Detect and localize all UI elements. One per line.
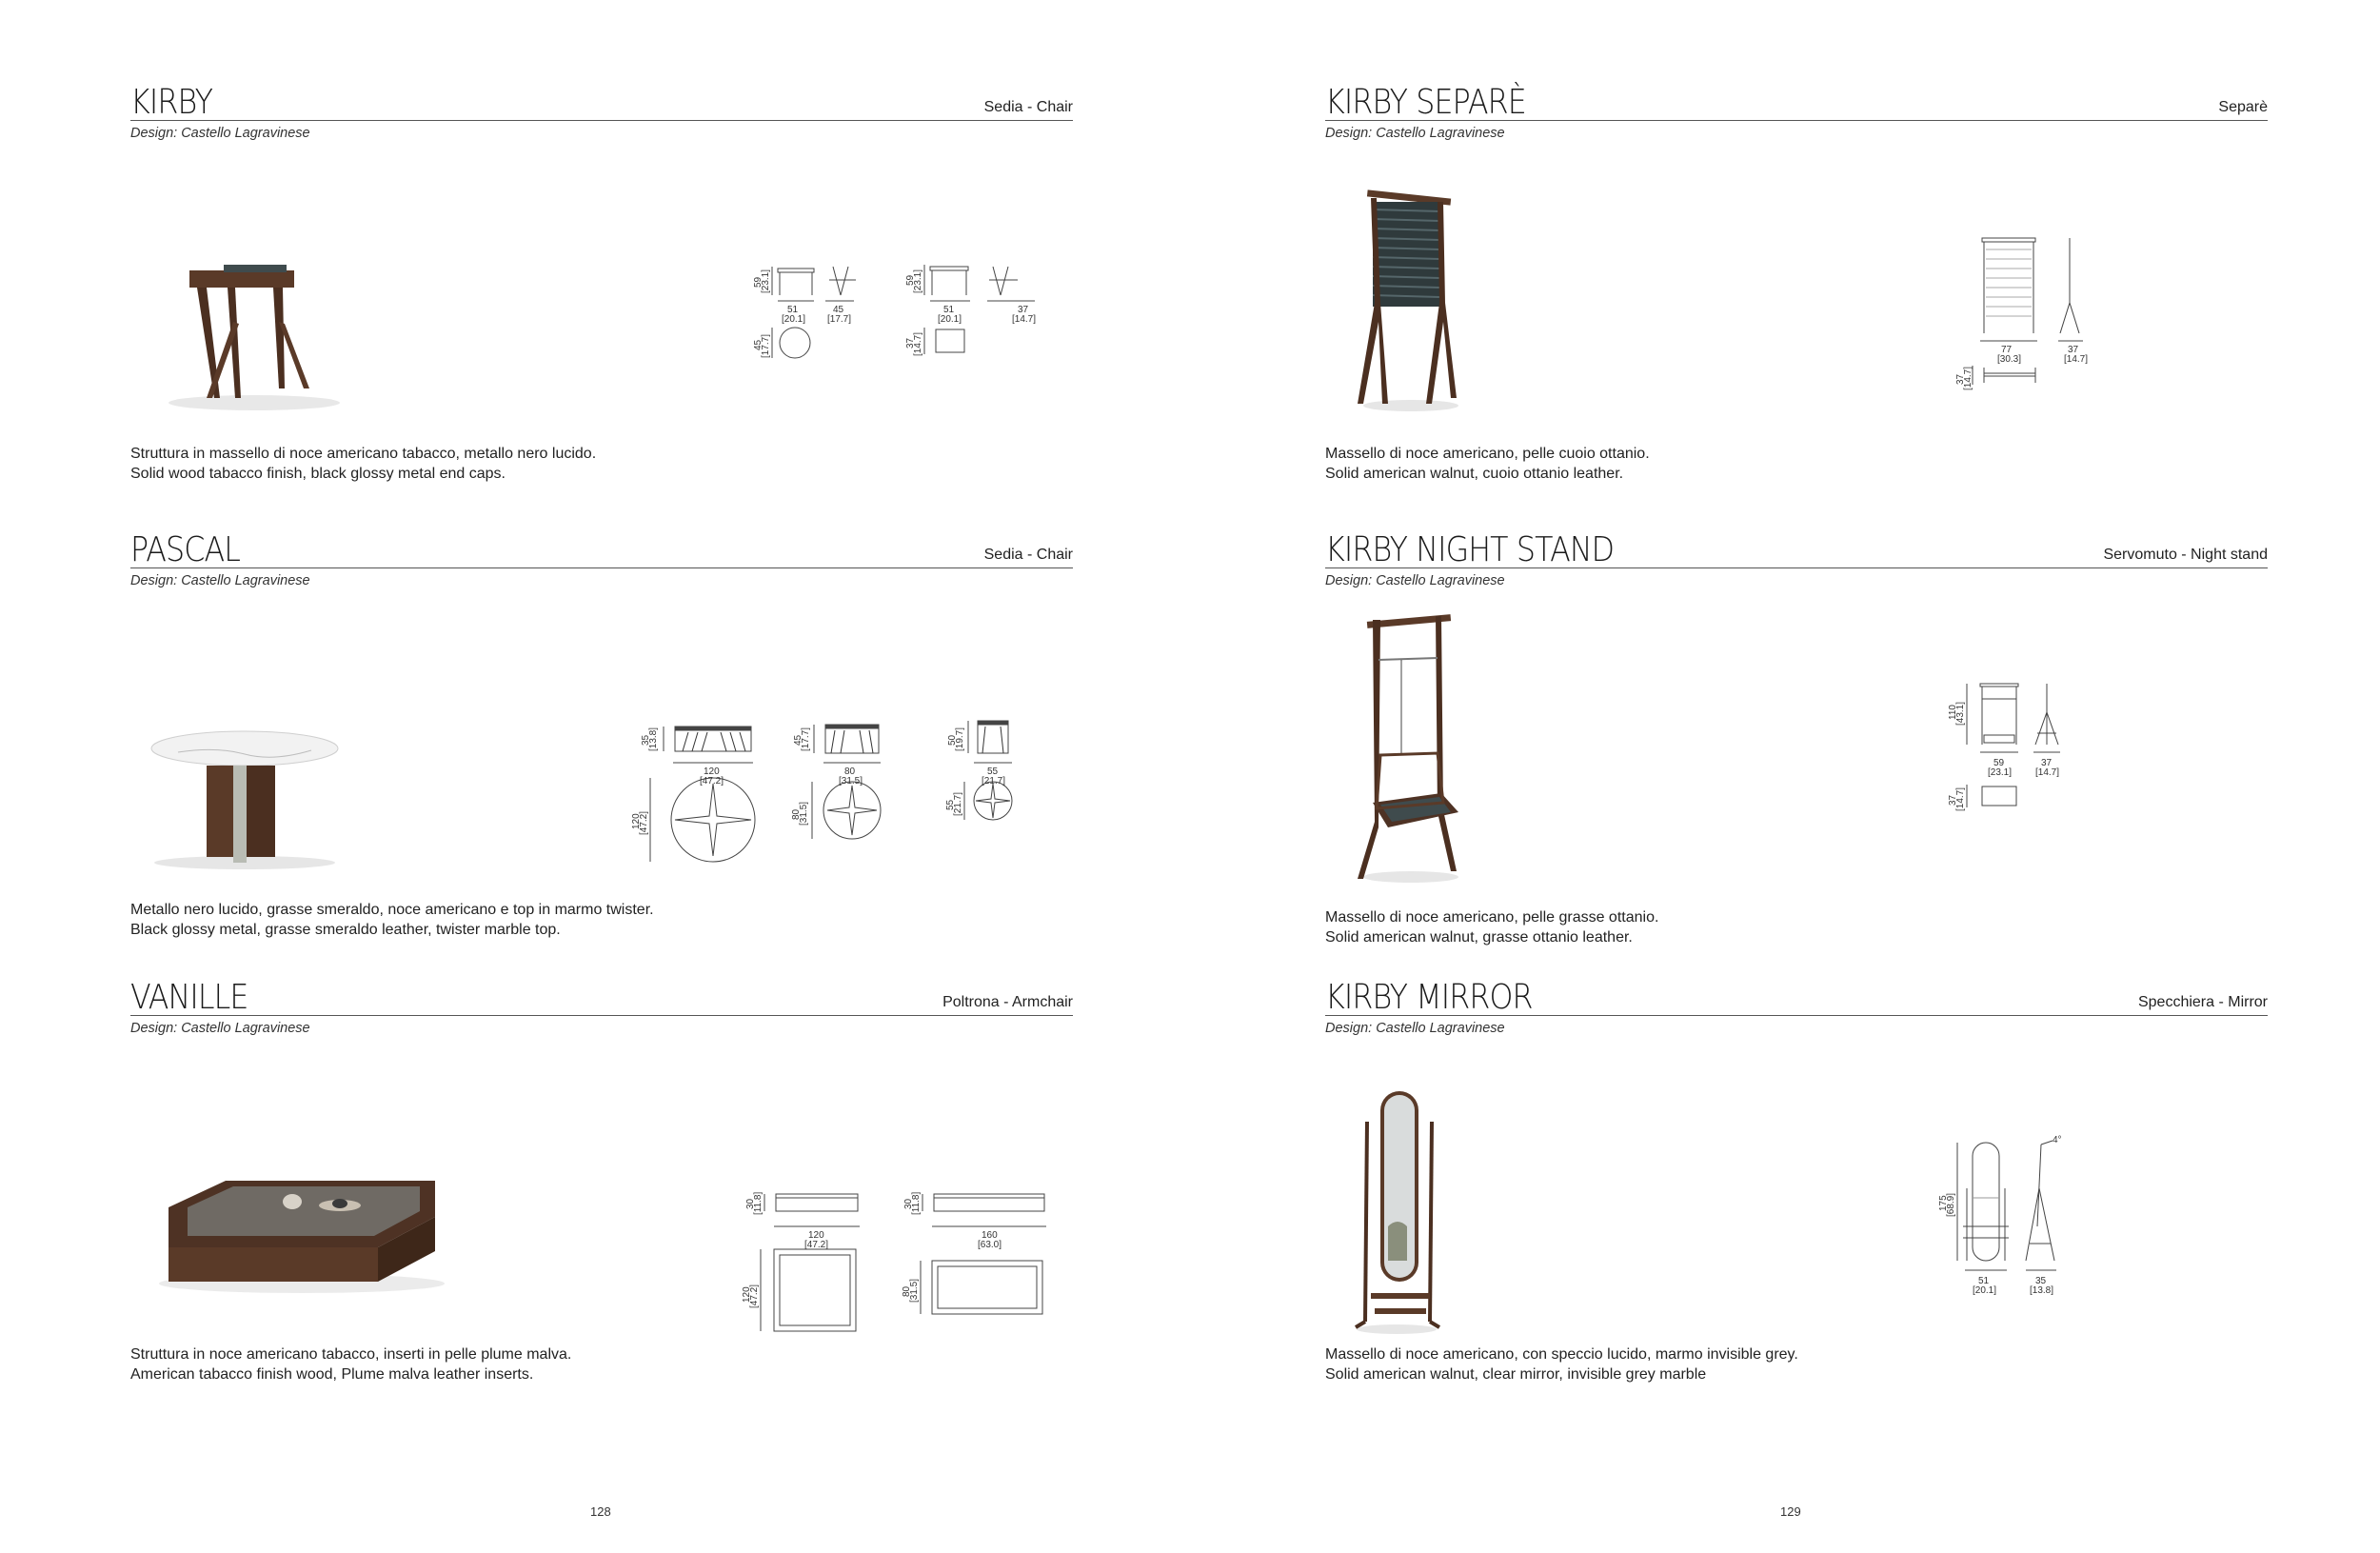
dim-label: 77 — [2001, 345, 2013, 355]
dim-label: 50 — [947, 734, 958, 746]
description-english: American tabacco finish wood, Plume malva leather inserts. — [130, 1366, 534, 1383]
product-designer: Design: Castello Lagravinese — [130, 126, 310, 141]
dim-label: 37 — [905, 337, 916, 348]
description-italian: Massello di noce americano, con speccio lucido, marmo invisible grey. — [1325, 1346, 1798, 1363]
dim-label: 80 — [791, 808, 802, 820]
title-rule — [130, 1015, 1073, 1016]
product-kirby-separe — [1325, 84, 2268, 531]
dim-label: [43.1] — [1955, 701, 1966, 726]
dimension-drawings — [1955, 227, 2125, 398]
dim-label: 59 — [1993, 758, 2005, 768]
product-title: KIRBY SEPARÈ — [1325, 83, 1526, 122]
dim-label: 120 — [704, 767, 720, 777]
title-rule — [1325, 567, 2268, 568]
dim-label: 37 — [1955, 373, 1966, 385]
dim-label: [14.7] — [1012, 314, 1037, 325]
dim-label: 37 — [2041, 758, 2053, 768]
description-italian: Struttura in noce americano tabacco, inserti in pelle plume malva. — [130, 1346, 572, 1363]
dimension-drawings — [749, 246, 1073, 379]
product-designer: Design: Castello Lagravinese — [130, 573, 310, 588]
dim-label: [23.1] — [913, 269, 923, 293]
dim-label: [31.5] — [799, 801, 809, 826]
dim-label: [63.0] — [978, 1240, 1002, 1250]
dim-label: 51 — [1978, 1276, 1990, 1286]
right-page — [1190, 0, 2380, 1553]
dim-label: [11.8] — [911, 1191, 922, 1215]
dim-label: 59 — [753, 276, 764, 288]
product-designer: Design: Castello Lagravinese — [130, 1021, 310, 1036]
dim-label: 110 — [1948, 705, 1958, 720]
description-english: Solid american walnut, clear mirror, invisible grey marble — [1325, 1366, 1707, 1383]
product-title: VANILLE — [130, 978, 248, 1017]
dim-label: [19.7] — [955, 727, 965, 751]
product-photo-kirby-mirror — [1344, 1084, 1449, 1341]
dim-label: 37 — [1018, 305, 1029, 315]
dimension-drawings — [1944, 674, 2077, 836]
dim-label: [30.3] — [1997, 354, 2022, 365]
dim-label: [14.7] — [2035, 767, 2060, 778]
dimension-drawings — [740, 1179, 1063, 1350]
product-category: Poltrona - Armchair — [942, 994, 1073, 1010]
dim-label: 80 — [844, 767, 856, 777]
dim-label: [14.7] — [2064, 354, 2089, 365]
dim-label: 35 — [641, 734, 651, 746]
dim-label: [11.8] — [753, 1191, 764, 1215]
dim-label: 55 — [987, 767, 999, 777]
dim-label: [14.7] — [1963, 366, 1973, 390]
product-kirby-mirror — [1325, 979, 2268, 1426]
description-english: Solid american walnut, cuoio ottanio leather. — [1325, 466, 1624, 482]
dim-label: [47.2] — [749, 1284, 760, 1308]
dim-label: 59 — [905, 274, 916, 286]
dim-label: 37 — [1948, 794, 1958, 806]
title-rule — [1325, 120, 2268, 121]
dim-label: [47.2] — [639, 810, 649, 835]
dim-label: [21.7] — [982, 776, 1006, 786]
dim-label: [47.2] — [700, 776, 724, 786]
product-title: KIRBY NIGHT STAND — [1325, 530, 1615, 569]
dim-label: [17.7] — [801, 727, 811, 751]
product-category: Servomuto - Night stand — [2103, 547, 2268, 563]
product-vanille — [130, 979, 1073, 1426]
product-designer: Design: Castello Lagravinese — [1325, 126, 1505, 141]
dim-label: 80 — [902, 1285, 912, 1297]
description-italian: Metallo nero lucido, grasse smeraldo, noce americano e top in marmo twister. — [130, 902, 654, 918]
product-description — [130, 1344, 571, 1384]
dim-label: [14.7] — [913, 331, 923, 356]
product-photo-kirby-night-stand — [1344, 612, 1468, 888]
product-description — [1325, 444, 1650, 484]
product-description — [1325, 907, 1658, 947]
dim-label: 45 — [833, 305, 844, 315]
product-description — [130, 900, 654, 940]
dim-label: 120 — [631, 813, 642, 829]
product-description — [130, 444, 596, 484]
page-number: 128 — [590, 1504, 611, 1519]
dim-label: [31.5] — [909, 1278, 920, 1303]
page-number: 129 — [1780, 1504, 1801, 1519]
dim-label: [20.1] — [1973, 1285, 1997, 1296]
description-english: Black glossy metal, grasse smeraldo leather, twister marble top. — [130, 922, 561, 938]
dim-label: 120 — [808, 1230, 824, 1241]
product-description — [1325, 1344, 1798, 1384]
dim-label: [21.7] — [953, 791, 963, 816]
product-photo-kirby-separe — [1344, 189, 1468, 417]
dim-label: 45 — [793, 734, 803, 746]
product-designer: Design: Castello Lagravinese — [1325, 573, 1505, 588]
description-italian: Massello di noce americano, pelle grasse ottanio. — [1325, 909, 1659, 926]
dim-label: 51 — [787, 305, 799, 315]
dim-label: [68.9] — [1946, 1192, 1956, 1217]
dim-label: 35 — [2035, 1276, 2047, 1286]
product-title: PASCAL — [130, 530, 241, 569]
dim-label: [31.5] — [839, 776, 863, 786]
dim-label: 4° — [2053, 1135, 2062, 1145]
product-title: KIRBY — [130, 83, 213, 122]
product-pascal — [130, 531, 1073, 979]
dim-label: [23.1] — [1988, 767, 2013, 778]
product-kirby-night-stand — [1325, 531, 2268, 979]
dim-label: [13.8] — [2030, 1285, 2054, 1296]
product-photo-pascal-table — [140, 722, 349, 874]
product-category: Sedia - Chair — [983, 99, 1073, 115]
dim-label: [17.7] — [761, 333, 771, 358]
dim-label: [20.1] — [938, 314, 962, 325]
dim-label: 45 — [753, 339, 764, 350]
description-italian: Massello di noce americano, pelle cuoio ottanio. — [1325, 446, 1650, 462]
dim-label: 30 — [903, 1198, 914, 1209]
title-rule — [1325, 1015, 2268, 1016]
dim-label: [17.7] — [827, 314, 852, 325]
dim-label: [47.2] — [804, 1240, 829, 1250]
product-photo-kirby-table — [140, 255, 359, 417]
product-kirby — [130, 84, 1073, 531]
dimension-drawings — [631, 707, 1073, 888]
dim-label: 160 — [982, 1230, 998, 1241]
product-category: Separè — [2218, 99, 2268, 115]
dim-label: 51 — [943, 305, 955, 315]
product-category: Sedia - Chair — [983, 547, 1073, 563]
dim-label: [13.8] — [648, 727, 659, 751]
product-title: KIRBY MIRROR — [1325, 978, 1533, 1017]
description-italian: Struttura in massello di noce americano tabacco, metallo nero lucido. — [130, 446, 597, 462]
product-designer: Design: Castello Lagravinese — [1325, 1021, 1505, 1036]
dim-label: [23.1] — [761, 269, 771, 293]
product-category: Specchiera - Mirror — [2137, 994, 2268, 1010]
dim-label: [14.7] — [1955, 786, 1966, 811]
dimension-drawings — [1934, 1131, 2077, 1303]
title-rule — [130, 120, 1073, 121]
product-photo-vanille-tray — [149, 1169, 454, 1303]
description-english: Solid american walnut, grasse ottanio leather. — [1325, 929, 1633, 946]
dim-label: 30 — [745, 1198, 756, 1209]
dim-label: 37 — [2068, 345, 2079, 355]
title-rule — [130, 567, 1073, 568]
dim-label: 55 — [945, 799, 956, 810]
description-english: Solid wood tabacco finish, black glossy metal end caps. — [130, 466, 506, 482]
dim-label: 175 — [1938, 1195, 1949, 1211]
dim-label: 120 — [742, 1286, 752, 1303]
dim-label: [20.1] — [782, 314, 806, 325]
